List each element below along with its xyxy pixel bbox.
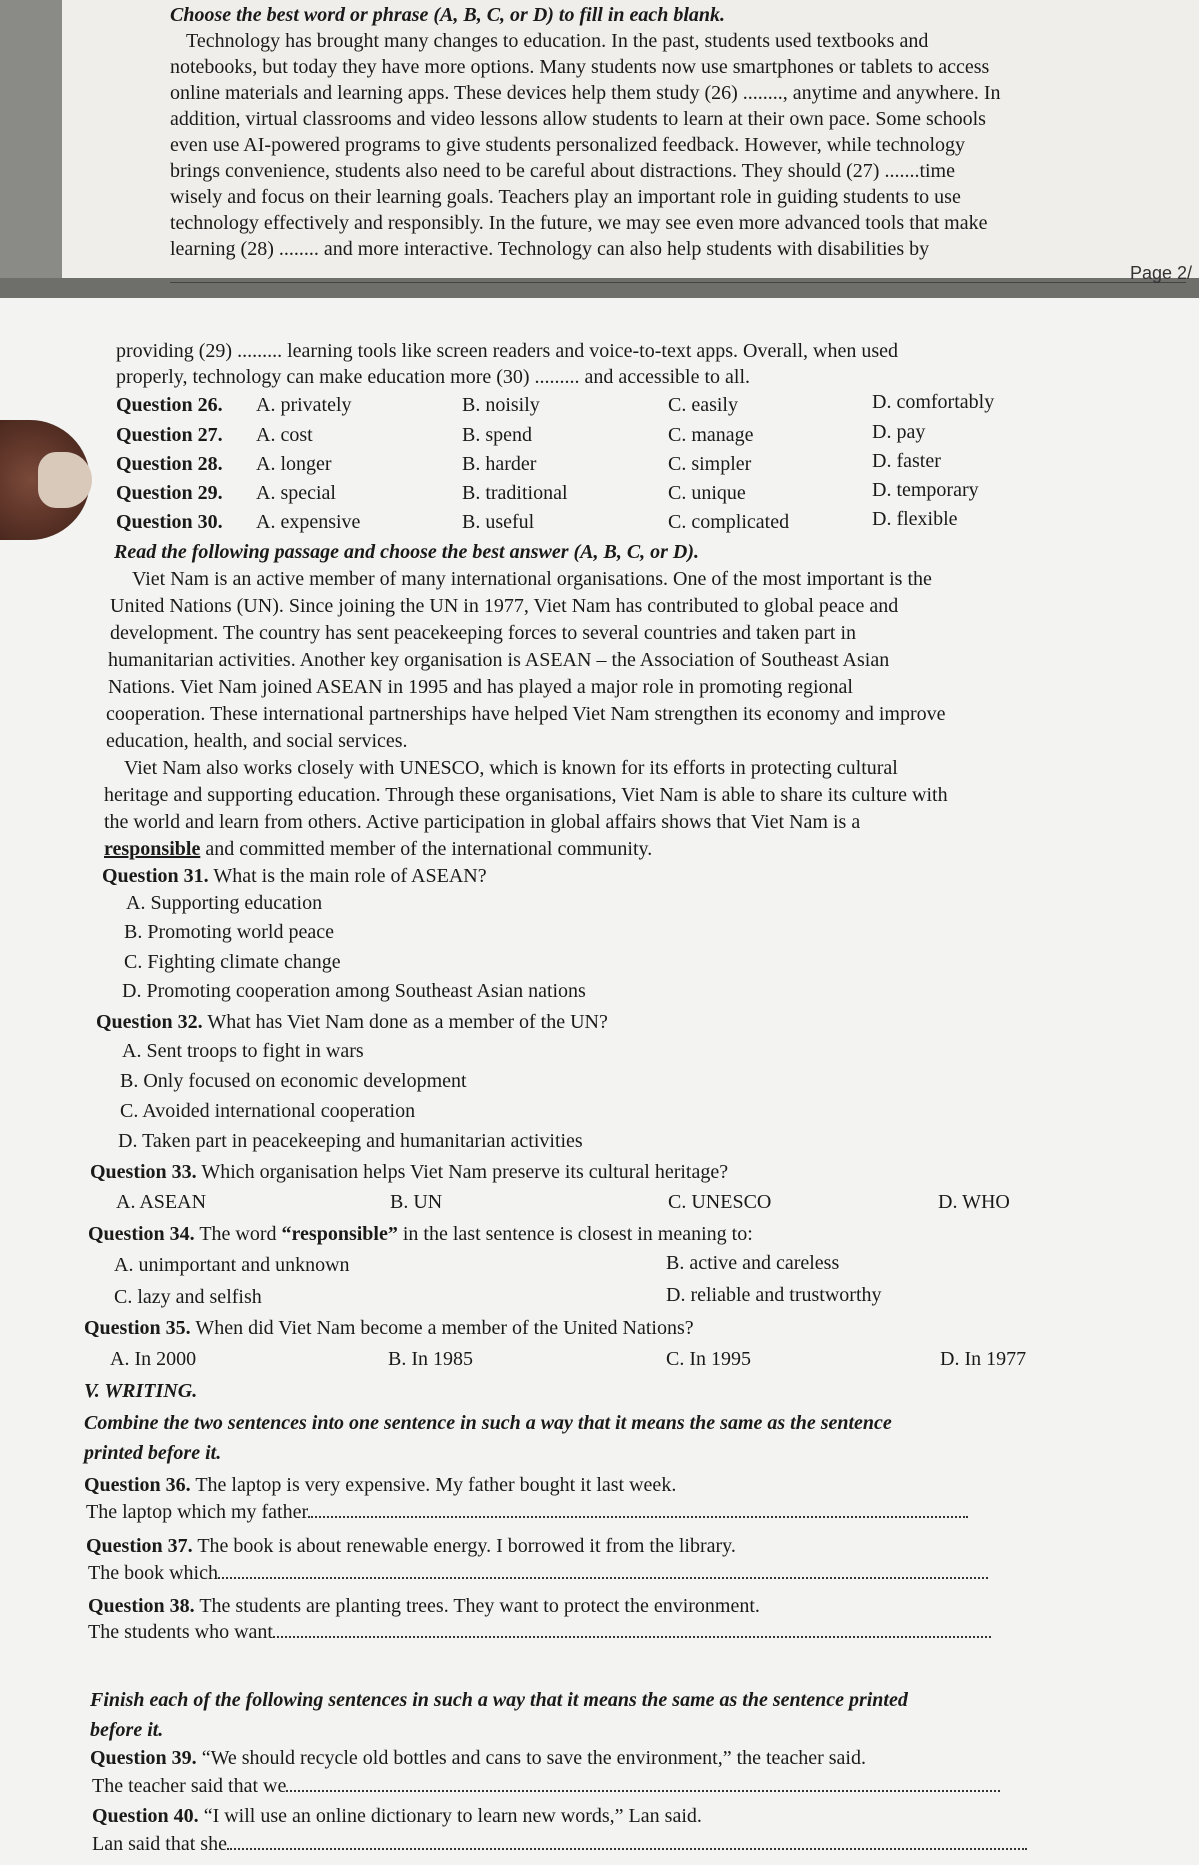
option-b[interactable]: B. UN xyxy=(390,1191,443,1213)
passage-line: online materials and learning apps. These devices help them study (26) ........, anytime and anywhere. In xyxy=(170,82,1001,104)
passage-line: the world and learn from others. Active participation in global affairs shows that Viet Nam is a xyxy=(104,811,861,833)
option-d[interactable]: D. pay xyxy=(872,421,926,443)
option-a[interactable]: A. special xyxy=(256,482,336,504)
option-c[interactable]: C. Avoided international cooperation xyxy=(120,1100,416,1122)
option-d[interactable]: D. Promoting cooperation among Southeast Asian nations xyxy=(122,980,586,1002)
passage-line: wisely and focus on their learning goals. Teachers play an important role in guiding students to use xyxy=(170,186,961,208)
option-b[interactable]: B. Promoting world peace xyxy=(124,921,334,943)
option-b[interactable]: B. harder xyxy=(462,453,537,475)
keyword-responsible: responsible xyxy=(104,838,201,860)
option-d[interactable]: D. reliable and trustworthy xyxy=(666,1284,882,1306)
option-b[interactable]: B. active and careless xyxy=(666,1252,840,1274)
writing-instruction: printed before it. xyxy=(84,1442,222,1464)
question-label: Question 30. xyxy=(116,511,223,533)
question-40: Question 40. “I will use an online dictionary to learn new words,” Lan said. xyxy=(92,1805,702,1827)
passage-line: learning (28) ........ and more interactive. Technology can also help students with disabilities by xyxy=(170,238,930,260)
passage-line: Technology has brought many changes to education. In the past, students used textbooks and xyxy=(186,30,929,52)
option-a[interactable]: A. Supporting education xyxy=(126,892,323,914)
question-label: Question 28. xyxy=(116,453,223,475)
option-d[interactable]: D. In 1977 xyxy=(940,1348,1027,1370)
question-38: Question 38. The students are planting trees. They want to protect the environment. xyxy=(88,1595,760,1617)
question-label: Question 27. xyxy=(116,424,223,446)
passage-line: United Nations (UN). Since joining the UN in 1977, Viet Nam has contributed to global peace and xyxy=(110,595,899,617)
answer-line-39[interactable]: The teacher said that we xyxy=(92,1774,1000,1798)
option-b[interactable]: B. noisily xyxy=(462,394,540,416)
answer-line-38[interactable]: The students who want xyxy=(88,1620,991,1644)
writing-instruction: Finish each of the following sentences in such a way that it means the same as the sentence printed xyxy=(90,1689,908,1711)
option-d[interactable]: D. WHO xyxy=(938,1191,1010,1213)
passage-line-last: responsible and committed member of the international community. xyxy=(104,838,653,860)
option-a[interactable]: A. unimportant and unknown xyxy=(114,1254,350,1276)
option-a[interactable]: A. privately xyxy=(256,394,352,416)
option-c[interactable]: C. easily xyxy=(668,394,738,416)
option-b[interactable]: B. In 1985 xyxy=(388,1348,473,1370)
option-a[interactable]: A. expensive xyxy=(256,511,361,533)
passage-line: humanitarian activities. Another key organisation is ASEAN – the Association of Southeast Asian xyxy=(108,649,890,671)
passage-line: providing (29) ......... learning tools like screen readers and voice-to-text apps. Overall, when used xyxy=(116,340,898,362)
question-33: Question 33. Which organisation helps Viet Nam preserve its cultural heritage? xyxy=(90,1161,729,1183)
question-39: Question 39. “We should recycle old bottles and cans to save the environment,” the teacher said. xyxy=(90,1747,866,1769)
option-a[interactable]: A. longer xyxy=(256,453,332,475)
reading-instruction: Read the following passage and choose the best answer (A, B, C, or D). xyxy=(114,541,700,563)
passage-line: development. The country has sent peacekeeping forces to several countries and taken part in xyxy=(110,622,857,644)
option-b[interactable]: B. spend xyxy=(462,424,532,446)
option-c[interactable]: C. UNESCO xyxy=(668,1191,772,1213)
question-label: Question 29. xyxy=(116,482,223,504)
page-footer-rule xyxy=(170,282,1186,283)
option-a[interactable]: A. ASEAN xyxy=(116,1191,207,1213)
passage-line: Nations. Viet Nam joined ASEAN in 1995 and has played a major role in promoting regional xyxy=(108,676,853,698)
passage-line: addition, virtual classrooms and video lessons allow students to learn at their own pace. Some schools xyxy=(170,108,986,130)
passage-line: notebooks, but today they have more options. Many students now use smartphones or tablets to access xyxy=(170,56,990,78)
option-d[interactable]: D. temporary xyxy=(872,479,979,501)
passage-line: heritage and supporting education. Through these organisations, Viet Nam is able to share its culture with xyxy=(104,784,948,806)
option-c[interactable]: C. simpler xyxy=(668,453,752,475)
passage-line: cooperation. These international partnerships have helped Viet Nam strengthen its economy and improve xyxy=(106,703,946,725)
writing-instruction: Combine the two sentences into one sentence in such a way that it means the same as the sentence xyxy=(84,1412,892,1434)
answer-line-37[interactable]: The book which xyxy=(88,1561,988,1585)
option-c[interactable]: C. lazy and selfish xyxy=(114,1286,262,1308)
question-36: Question 36. The laptop is very expensive. My father bought it last week. xyxy=(84,1474,677,1496)
passage-line: technology effectively and responsibly. In the future, we may see even more advanced tools that make xyxy=(170,212,988,234)
passage-line: Viet Nam is an active member of many international organisations. One of the most important is the xyxy=(132,568,932,590)
writing-instruction: before it. xyxy=(90,1719,164,1741)
option-d[interactable]: D. comfortably xyxy=(872,391,995,413)
question-35: Question 35. When did Viet Nam become a member of the United Nations? xyxy=(84,1317,694,1339)
option-b[interactable]: B. Only focused on economic development xyxy=(120,1070,467,1092)
option-c[interactable]: C. unique xyxy=(668,482,746,504)
question-32: Question 32. What has Viet Nam done as a member of the UN? xyxy=(96,1011,608,1033)
writing-heading: V. WRITING. xyxy=(84,1380,198,1402)
option-a[interactable]: A. In 2000 xyxy=(110,1348,197,1370)
option-a[interactable]: A. Sent troops to fight in wars xyxy=(122,1040,364,1062)
answer-line-36[interactable]: The laptop which my father xyxy=(86,1500,968,1524)
option-d[interactable]: D. Taken part in peacekeeping and humanitarian activities xyxy=(118,1130,583,1152)
question-31: Question 31. What is the main role of ASEAN? xyxy=(102,865,487,887)
question-37: Question 37. The book is about renewable energy. I borrowed it from the library. xyxy=(86,1535,736,1557)
cloze-instruction: Choose the best word or phrase (A, B, C, or D) to fill in each blank. xyxy=(170,4,726,26)
option-c[interactable]: C. manage xyxy=(668,424,754,446)
option-b[interactable]: B. traditional xyxy=(462,482,568,504)
page-gap xyxy=(0,278,1199,298)
page-number: Page 2/ xyxy=(1130,263,1193,283)
question-34: Question 34. The word “responsible” in the last sentence is closest in meaning to: xyxy=(88,1223,753,1245)
question-label: Question 26. xyxy=(116,394,223,416)
passage-line: properly, technology can make education more (30) ......... and accessible to all. xyxy=(116,366,751,388)
option-c[interactable]: C. complicated xyxy=(668,511,790,533)
option-d[interactable]: D. faster xyxy=(872,450,941,472)
answer-line-40[interactable]: Lan said that she xyxy=(92,1832,1027,1856)
finger-nail xyxy=(38,452,92,508)
option-c[interactable]: C. In 1995 xyxy=(666,1348,751,1370)
option-d[interactable]: D. flexible xyxy=(872,508,958,530)
passage-line: even use AI-powered programs to give students personalized feedback. However, while technology xyxy=(170,134,966,156)
passage-line: education, health, and social services. xyxy=(106,730,408,752)
option-c[interactable]: C. Fighting climate change xyxy=(124,951,341,973)
option-a[interactable]: A. cost xyxy=(256,424,313,446)
passage-line: brings convenience, students also need to be careful about distractions. They should (27) .......time xyxy=(170,160,955,182)
passage-line: Viet Nam also works closely with UNESCO, which is known for its efforts in protecting cultural xyxy=(124,757,898,779)
option-b[interactable]: B. useful xyxy=(462,511,535,533)
